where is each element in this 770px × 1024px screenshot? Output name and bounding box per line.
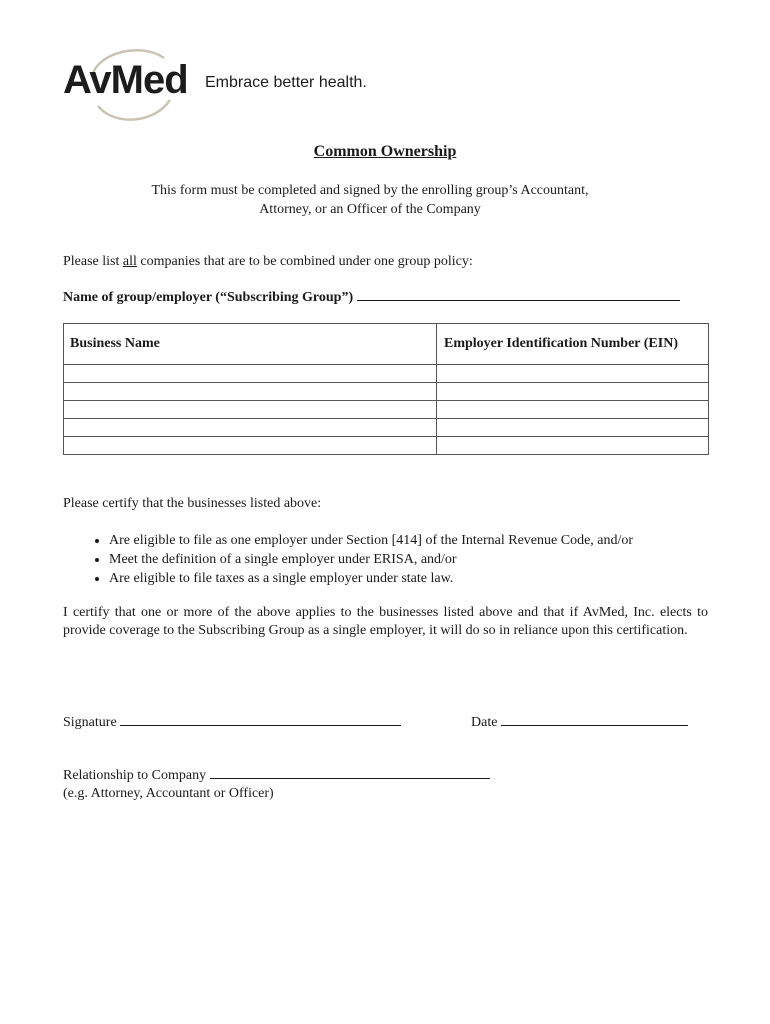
ein-cell[interactable] — [437, 401, 709, 419]
business-name-cell[interactable] — [64, 365, 437, 383]
ein-cell[interactable] — [437, 419, 709, 437]
list-prompt-prefix: Please list — [63, 254, 123, 269]
criteria-list — [63, 531, 633, 588]
relationship-hint: (e.g. Attorney, Accountant or Officer) — [63, 786, 274, 801]
table-row — [64, 437, 709, 455]
list-prompt-suffix: companies that are to be combined under one group policy: — [136, 254, 473, 269]
date-row — [471, 712, 688, 732]
column-header-business-name: Business Name — [64, 324, 437, 365]
certification-statement: I certify that one or more of the above applies to the businesses listed above and that if AvMed, Inc. elects to provide coverage to the Subscribing Group as a single employer, it will do so in reliance upon this certification. — [63, 605, 708, 638]
list-item: • Are eligible to file taxes as a single employer under state law. — [109, 569, 633, 588]
relationship-field[interactable] — [210, 765, 490, 779]
signature-label: Signature — [63, 715, 117, 730]
business-name-cell[interactable] — [64, 383, 437, 401]
group-name-field[interactable] — [357, 287, 680, 301]
page-title: Common Ownership — [313, 143, 457, 160]
list-prompt — [63, 252, 473, 271]
instructions-line-2: Attorney, or an Officer of the Company — [259, 202, 481, 217]
ein-cell[interactable] — [437, 383, 709, 401]
group-name-label: Name of group/employer (“Subscribing Group”) — [63, 290, 354, 305]
list-prompt-emphasis: all — [122, 254, 137, 269]
table-row — [64, 401, 709, 419]
business-name-cell[interactable] — [64, 437, 437, 455]
list-item: • Are eligible to file as one employer under Section [414] of the Internal Revenue Code, and/or — [109, 531, 633, 550]
table-header-row — [64, 324, 709, 365]
logo-wordmark: AvMed — [63, 58, 188, 102]
business-name-cell[interactable] — [64, 419, 437, 437]
business-name-cell[interactable] — [64, 401, 437, 419]
instructions-line-1: This form must be completed and signed by the enrolling group’s Accountant, — [151, 183, 589, 198]
signature-field[interactable] — [120, 712, 401, 726]
ein-cell[interactable] — [437, 437, 709, 455]
list-item: • Meet the definition of a single employer under ERISA, and/or — [109, 550, 633, 569]
date-label: Date — [471, 715, 498, 730]
relationship-row — [63, 765, 490, 785]
signature-row — [63, 712, 401, 732]
business-table — [63, 323, 709, 455]
form-instructions — [0, 181, 740, 219]
relationship-label: Relationship to Company — [63, 768, 207, 783]
logo-tagline: Embrace better health. — [205, 74, 367, 91]
column-header-ein: Employer Identification Number (EIN) — [437, 324, 709, 365]
table-row — [64, 365, 709, 383]
date-field[interactable] — [501, 712, 688, 726]
certify-intro: Please certify that the businesses listed above: — [63, 496, 322, 511]
table-row — [64, 419, 709, 437]
group-name-row — [63, 287, 680, 307]
ein-cell[interactable] — [437, 365, 709, 383]
table-row — [64, 383, 709, 401]
